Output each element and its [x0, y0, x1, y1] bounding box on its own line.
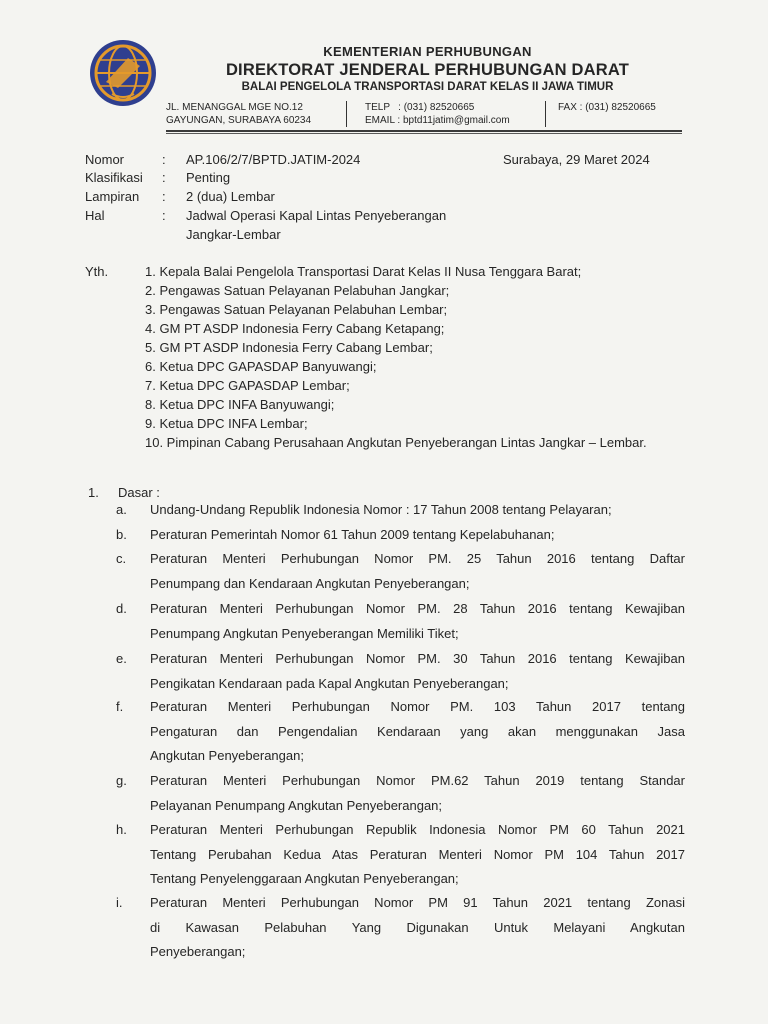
- item-text: Pengikatan Kendaraan pada Kapal Angkutan Penyeberangan;: [150, 676, 509, 691]
- klasifikasi-value: Penting: [186, 170, 231, 185]
- item-text: Pelayanan Penumpang Angkutan Penyeberangan;: [150, 798, 443, 813]
- directorate-name: DIREKTORAT JENDERAL PERHUBUNGAN DARAT: [225, 61, 630, 79]
- item-letter: g.: [116, 773, 127, 788]
- recipient-item: 7. Ketua DPC GAPASDAP Lembar;: [145, 378, 350, 393]
- item-text: Angkutan Penyeberangan;: [150, 748, 304, 763]
- item-text: Peraturan Menteri Perhubungan Nomor PM. 30 Tahun 2016 tentang Kewajiban: [150, 651, 685, 666]
- item-text: Peraturan Menteri Perhubungan Nomor PM. 25 Tahun 2016 tentang Daftar: [150, 551, 685, 566]
- item-letter: f.: [116, 699, 124, 714]
- item-text: Undang-Undang Republik Indonesia Nomor : 17 Tahun 2008 tentang Pelayaran;: [150, 502, 612, 517]
- fax: FAX : (031) 82520665: [558, 102, 656, 113]
- hal-value-cont: Jangkar-Lembar: [186, 227, 281, 242]
- item-letter: b.: [116, 527, 127, 542]
- recipients-label: Yth.: [85, 264, 109, 279]
- office-name: BALAI PENGELOLA TRANSPORTASI DARAT KELAS II JAWA TIMUR: [241, 81, 614, 93]
- address-line-2: GAYUNGAN, SURABAYA 60234: [166, 115, 312, 126]
- divider: [545, 101, 546, 127]
- nomor-value: AP.106/2/7/BPTD.JATIM-2024: [186, 152, 361, 167]
- email: EMAIL : bptd11jatim@gmail.com: [365, 115, 510, 126]
- item-letter: h.: [116, 822, 127, 837]
- section-title: Dasar :: [118, 485, 160, 500]
- recipient-item: 3. Pengawas Satuan Pelayanan Pelabuhan Lembar;: [145, 302, 448, 317]
- recipient-item: 10. Pimpinan Cabang Perusahaan Angkutan Penyeberangan Lintas Jangkar – Lembar.: [145, 435, 647, 450]
- item-text: Peraturan Menteri Perhubungan Nomor PM. 28 Tahun 2016 tentang Kewajiban: [150, 601, 685, 616]
- item-text: Penyeberangan;: [150, 944, 246, 959]
- letterhead: [160, 44, 695, 95]
- section-number: 1.: [88, 485, 99, 500]
- item-letter: i.: [116, 895, 123, 910]
- klasifikasi-label: Klasifikasi: [85, 170, 143, 185]
- item-text: Peraturan Menteri Perhubungan Nomor PM 91 Tahun 2021 tentang Zonasi: [150, 895, 685, 910]
- item-text: Tentang Penyelenggaraan Angkutan Penyeberangan;: [150, 871, 459, 886]
- lampiran-label: Lampiran: [85, 189, 140, 204]
- item-letter: e.: [116, 651, 127, 666]
- item-text: di Kawasan Pelabuhan Yang Digunakan Untuk Melayani Angkutan: [150, 920, 685, 935]
- recipient-item: 1. Kepala Balai Pengelola Transportasi Darat Kelas II Nusa Tenggara Barat;: [145, 264, 582, 279]
- colon: :: [162, 208, 166, 223]
- recipient-item: 8. Ketua DPC INFA Banyuwangi;: [145, 397, 335, 412]
- address-line-1: JL. MENANGGAL MGE NO.12: [166, 102, 303, 113]
- divider: [346, 101, 347, 127]
- ministry-name: KEMENTERIAN PERHUBUNGAN: [323, 44, 532, 59]
- recipient-item: 2. Pengawas Satuan Pelayanan Pelabuhan Jangkar;: [145, 283, 450, 298]
- ministry-logo-icon: [88, 38, 158, 108]
- item-text: Peraturan Menteri Perhubungan Nomor PM. 103 Tahun 2017 tentang: [150, 699, 685, 714]
- item-letter: c.: [116, 551, 127, 566]
- letterhead-rule-thin: [166, 133, 682, 134]
- colon: :: [162, 189, 166, 204]
- telephone: TELP : (031) 82520665: [365, 102, 475, 113]
- hal-value: Jadwal Operasi Kapal Lintas Penyeberangan: [186, 208, 447, 223]
- address-block: [166, 101, 311, 127]
- item-text: Peraturan Menteri Perhubungan Nomor PM.62 Tahun 2019 tentang Standar: [150, 773, 685, 788]
- nomor-label: Nomor: [85, 152, 125, 167]
- recipient-item: 6. Ketua DPC GAPASDAP Banyuwangi;: [145, 359, 377, 374]
- letterhead-rule: [166, 130, 682, 132]
- item-text: Peraturan Menteri Perhubungan Republik Indonesia Nomor PM 60 Tahun 2021: [150, 822, 685, 837]
- item-letter: d.: [116, 601, 127, 616]
- recipient-item: 5. GM PT ASDP Indonesia Ferry Cabang Lembar;: [145, 340, 433, 355]
- letter-date: Surabaya, 29 Maret 2024: [503, 152, 650, 167]
- recipient-item: 4. GM PT ASDP Indonesia Ferry Cabang Ketapang;: [145, 321, 445, 336]
- item-text: Penumpang dan Kendaraan Angkutan Penyeberangan;: [150, 576, 470, 591]
- item-letter: a.: [116, 502, 127, 517]
- item-text: Tentang Perubahan Kedua Atas Peraturan Menteri Nomor PM 104 Tahun 2017: [150, 847, 685, 862]
- item-text: Pengaturan dan Pengendalian Kendaraan yang akan menggunakan Jasa: [150, 724, 685, 739]
- item-text: Peraturan Pemerintah Nomor 61 Tahun 2009 tentang Kepelabuhanan;: [150, 527, 555, 542]
- colon: :: [162, 170, 166, 185]
- item-text: Penumpang Angkutan Penyeberangan Memiliki Tiket;: [150, 626, 459, 641]
- contact-block: [365, 101, 510, 127]
- colon: :: [162, 152, 166, 167]
- recipient-item: 9. Ketua DPC INFA Lembar;: [145, 416, 308, 431]
- lampiran-value: 2 (dua) Lembar: [186, 189, 275, 204]
- hal-label: Hal: [85, 208, 105, 223]
